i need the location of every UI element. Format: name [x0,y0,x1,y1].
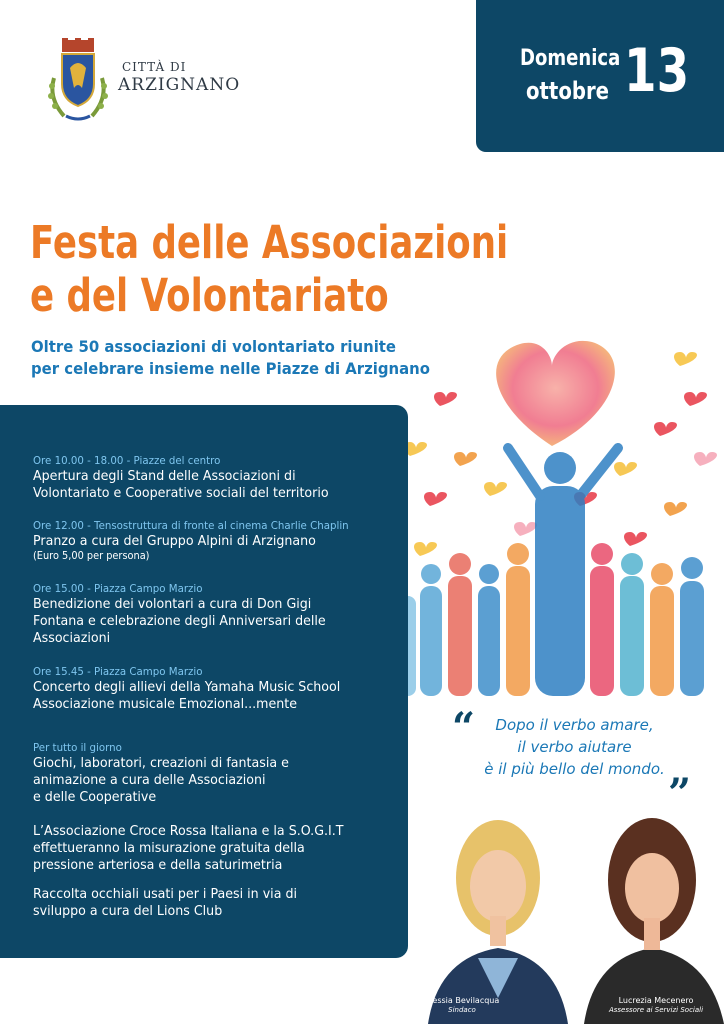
officials-portraits [408,808,724,1024]
extra-info [33,823,343,874]
program-item [33,582,348,647]
subtitle-line-2: per celebrare insieme nelle Piazze di Arzignano [31,359,430,378]
page-title [30,216,508,322]
person-role: Sindaco [448,1006,476,1014]
program-item-note: (Euro 5,00 per persona) [33,550,150,562]
quote-close-icon: ” [668,770,692,817]
extra-info-line: Raccolta occhiali usati per i Paesi in via di [33,886,298,902]
person-name: Lucrezia Mecenero [618,996,694,1005]
program-item-line: Associazione musicale Emozional...mente [33,696,297,712]
program-item-line: Pranzo a cura del Gruppo Alpini di Arzignano [33,533,316,549]
program-item-line: e delle Cooperative [33,789,157,805]
extra-info-line: pressione arteriosa e della saturimetria [33,857,283,873]
program-item-line: Concerto degli allievi della Yamaha Music School [33,679,341,695]
extra-info [33,886,297,920]
volunteers-hearts-illustration [380,336,724,710]
subtitle-line-1: Oltre 50 associazioni di volontariato riunite [31,337,397,356]
person-name: Alessia Bevilacqua [424,996,500,1005]
city-logo [46,38,246,128]
program-item-line: Fontana e celebrazione degli Anniversari delle [33,613,326,629]
title-line-1: Festa delle Associazioni [30,216,509,269]
date-day: Domenica [520,46,621,71]
extra-info-line: effettueranno la misurazione gratuita della [33,840,305,856]
program-item [33,519,372,562]
program-item-line: Volontariato e Cooperative sociali del territorio [33,485,329,501]
person-role: Assessore ai Servizi Sociali [608,1006,704,1014]
quote-line-2: il verbo aiutare [517,738,632,756]
program-item-meta: Ore 10.00 - 18.00 - Piazze del centro [33,454,221,467]
program-item [33,741,308,806]
program-item-line: Associazioni [33,630,111,646]
subtitle [31,336,430,380]
date-number: 13 [624,36,690,106]
program-item-meta: Ore 12.00 - Tensostruttura di fronte al cinema Charlie Chaplin [33,519,349,532]
quote-line-1: Dopo il verbo amare, [495,716,654,734]
quote-line-3: è il più bello del mondo. [484,760,665,778]
program-item-meta: Per tutto il giorno [33,741,122,754]
program-item-line: Giochi, laboratori, creazioni di fantasia e [33,755,289,771]
program-item-line: Apertura degli Stand delle Associazioni di [33,468,296,484]
program-item-line: animazione a cura delle Associazioni [33,772,266,788]
program-item-meta: Ore 15.45 - Piazza Campo Marzio [33,665,203,678]
title-line-2: e del Volontariato [30,269,389,322]
program-item-line: Benedizione dei volontari a cura di Don Gigi [33,596,312,612]
date-box [476,0,724,152]
extra-info-line: L’Associazione Croce Rossa Italiana e la S.O.G.I.T [33,823,344,839]
program-item [33,454,351,502]
city-label-small: CITTÀ DI [122,60,187,74]
program-item [33,665,363,713]
quote-open-icon: “ [452,704,476,751]
city-crest-icon [46,38,110,124]
date-month: ottobre [526,77,609,105]
quote [452,714,697,780]
city-name: ARZIGNANO [118,75,241,95]
extra-info-line: sviluppo a cura del Lions Club [33,903,223,919]
program-item-meta: Ore 15.00 - Piazza Campo Marzio [33,582,203,595]
program-panel [0,405,408,958]
